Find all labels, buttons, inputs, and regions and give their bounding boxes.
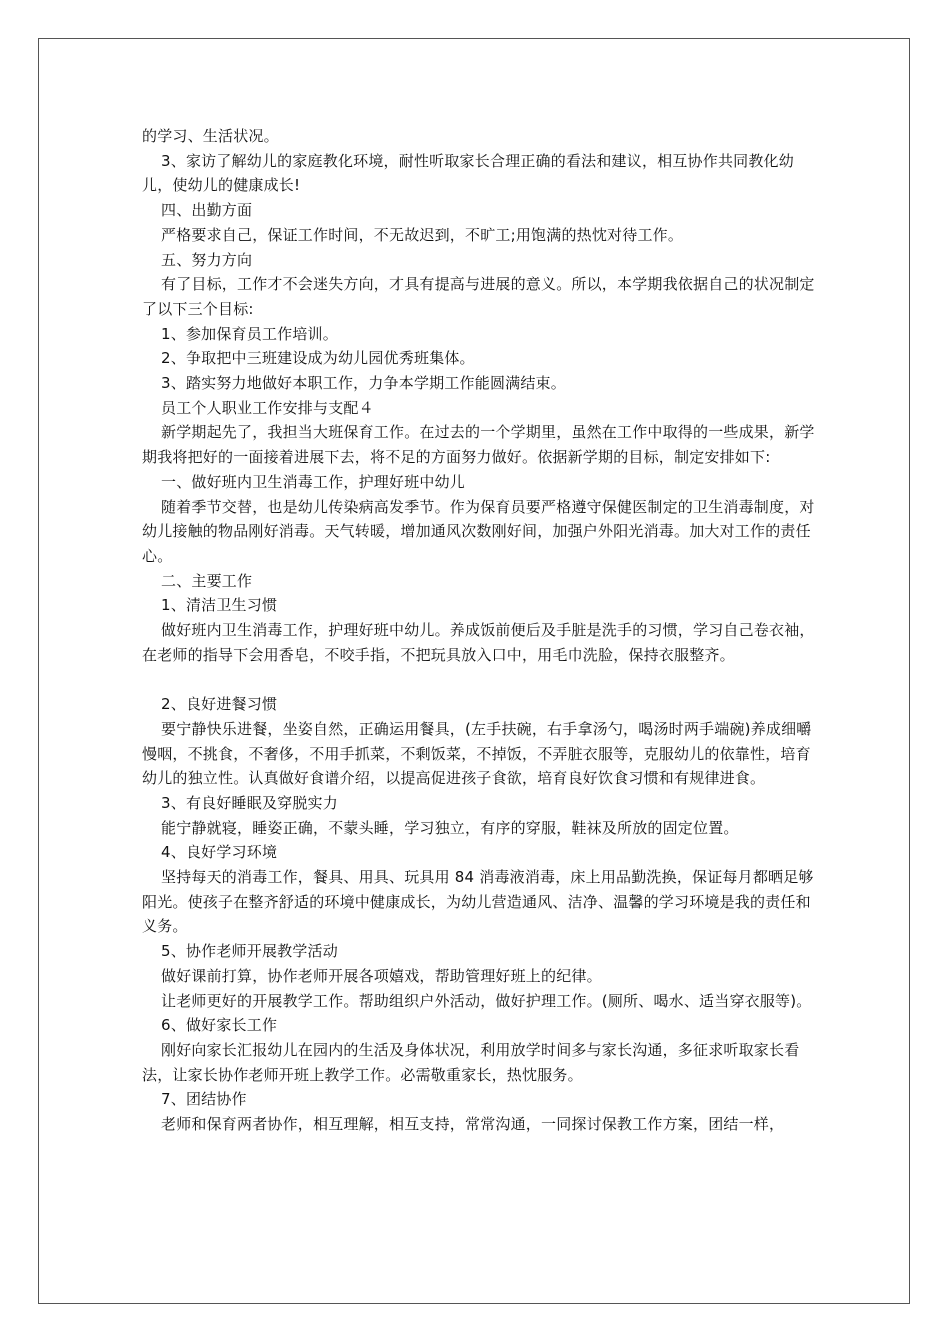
- paragraph: 2、良好进餐习惯: [161, 695, 278, 714]
- paragraph: 做好课前打算，协作老师开展各项嬉戏，帮助管理好班上的纪律。: [161, 966, 602, 985]
- paragraph: 刚好向家长汇报幼儿在园内的生活及身体状况，利用放学时间多与家长沟通，多征求听取家长看法，让家长协作老师开班上教学工作。必需敬重家长，热忱服务。: [142, 1041, 800, 1084]
- paragraph: 1、清洁卫生习惯: [161, 596, 278, 615]
- paragraph: 4、良好学习环境: [161, 843, 278, 862]
- paragraph: 让老师更好的开展教学工作。帮助组织户外活动，做好护理工作。(厕所、喝水、适当穿衣服等)。: [161, 991, 812, 1010]
- paragraph: 新学期起先了，我担当大班保育工作。在过去的一个学期里，虽然在工作中取得的一些成果，新学期我将把好的一面接着进展下去，将不足的方面努力做好。依据新学期的目标，制定安排如下:: [142, 423, 815, 467]
- paragraph: 有了目标，工作才不会迷失方向，才具有提高与进展的意义。所以，本学期我依据自己的状况制定了以下三个目标:: [142, 275, 815, 318]
- paragraph: 3、踏实努力地做好本职工作，力争本学期工作能圆满结束。: [161, 374, 566, 393]
- paragraph: 3、有良好睡眠及穿脱实力: [161, 793, 338, 812]
- paragraph: 员工个人职业工作安排与支配４: [161, 398, 374, 417]
- paragraph: 二、主要工作: [161, 571, 253, 590]
- paragraph: 做好班内卫生消毒工作，护理好班中幼儿。养成饭前便后及手脏是洗手的习惯，学习自己卷衣袖，在老师的指导下会用香皂，不咬手指，不把玩具放入口中，用毛巾洗脸，保持衣服整齐。: [142, 621, 815, 664]
- paragraph: 一、做好班内卫生消毒工作，护理好班中幼儿: [161, 472, 466, 491]
- paragraph: 2、争取把中三班建设成为幼儿园优秀班集体。: [161, 349, 475, 368]
- paragraph: 1、参加保育员工作培训。: [161, 324, 338, 343]
- paragraph: 坚持每天的消毒工作，餐具、用具、玩具用 84 消毒液消毒，床上用品勤洗换，保证每月都晒足够阳光。使孩子在整齐舒适的环境中健康成长，为幼儿营造通风、洁净、温馨的学习环境是我的责任和义务。: [142, 868, 814, 936]
- blank-line: [142, 667, 820, 692]
- paragraph: 3、家访了解幼儿的家庭教化环境，耐性听取家长合理正确的看法和建议，相互协作共同教化幼儿，使幼儿的健康成长!: [142, 151, 794, 195]
- document-body: [142, 124, 820, 1137]
- paragraph: 7、团结协作: [161, 1090, 247, 1109]
- paragraph: 老师和保育两者协作，相互理解，相互支持，常常沟通，一同探讨保教工作方案，团结一样，: [161, 1115, 785, 1134]
- paragraph: 随着季节交替，也是幼儿传染病高发季节。作为保育员要严格遵守保健医制定的卫生消毒制度，对幼儿接触的物品刚好消毒。天气转暖，增加通风次数刚好间，加强户外阳光消毒。加大对工作的责任心。: [142, 497, 815, 565]
- paragraph: 四、出勤方面: [161, 201, 253, 220]
- paragraph: 6、做好家长工作: [161, 1016, 278, 1035]
- paragraph: 要宁静快乐进餐，坐姿自然，正确运用餐具，(左手扶碗，右手拿汤勺，喝汤时两手端碗)养成细嚼慢咽，不挑食，不奢侈，不用手抓菜，不剩饭菜，不掉饭，不弄脏衣服等，克服幼儿的依靠性，培育幼儿的独立性。认真做好食谱介绍，以提高促进孩子食欲，培育良好饮食习惯和有规律进食。: [142, 719, 812, 788]
- paragraph: 能宁静就寝，睡姿正确，不蒙头睡，学习独立，有序的穿服，鞋袜及所放的固定位置。: [161, 818, 739, 837]
- paragraph: 严格要求自己，保证工作时间，不无故迟到，不旷工;用饱满的热忱对待工作。: [161, 225, 684, 244]
- paragraph: 五、努力方向: [161, 250, 253, 269]
- paragraph: 的学习、生活状况。: [142, 127, 279, 145]
- paragraph: 5、协作老师开展教学活动: [161, 942, 338, 961]
